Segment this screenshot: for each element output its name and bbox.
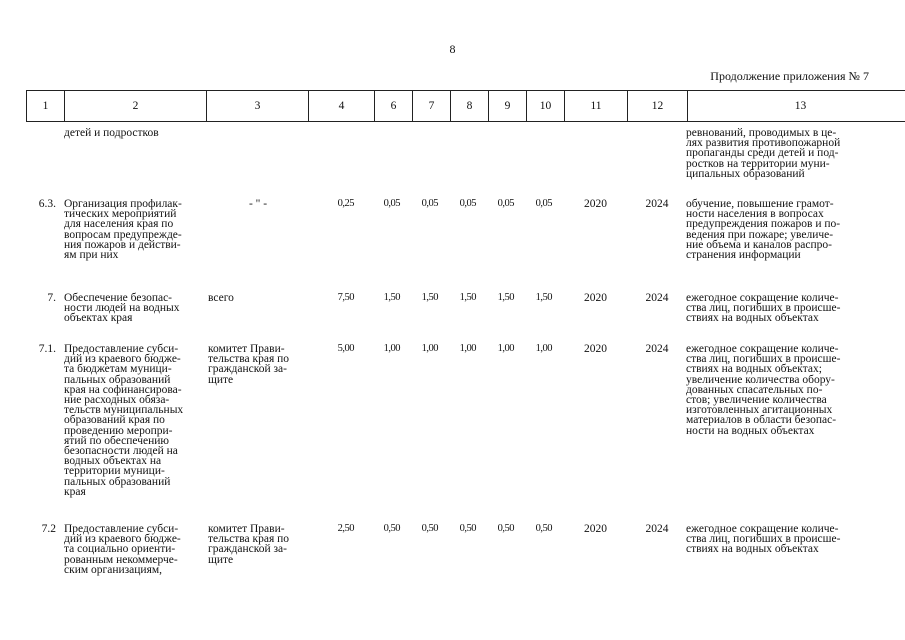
- row-result: обучение, повышение грамот- ности населения в вопросах предупреждения пожаров и по- ведения при пожаре; увеличе- ние объема и каналов распро- странения информации: [686, 198, 841, 262]
- header-col-6: 6: [375, 91, 413, 122]
- row-year-1: 0,05: [383, 198, 400, 209]
- row-total: 5,00: [337, 343, 354, 354]
- row-end-year: 2024: [645, 343, 669, 355]
- row-year-5: 1,50: [535, 292, 552, 303]
- row-year-5: 0,50: [535, 523, 552, 534]
- row-result: ревнований, проводимых в це- лях развития противопожарной пропаганды среди детей и под- ростков на территории муни- ципальных образований: [686, 127, 841, 180]
- row-result: ежегодное сокращение количе- ства лиц, погибших в происше- ствиях на водных объектах; увеличение количества обору- дованных спасательных по- стов; увеличение количества изготовленных агитационных материалов в области безопас- ности на водных объектах: [686, 343, 841, 437]
- header-col-8: 8: [451, 91, 489, 122]
- header-col-3: 3: [207, 91, 309, 122]
- table-header: [26, 90, 905, 122]
- row-start-year: 2020: [584, 523, 607, 535]
- page-number: 8: [449, 42, 456, 56]
- row-executor: комитет Прави- тельства края по гражданской за- щите: [208, 343, 290, 386]
- row-result: ежегодное сокращение количе- ства лиц, погибших в происше- ствиях на водных объектах: [686, 523, 841, 556]
- row-name: детей и подростков: [64, 127, 159, 139]
- row-end-year: 2024: [645, 198, 669, 210]
- row-number: 7.2: [41, 523, 56, 535]
- header-col-11: 11: [565, 91, 628, 122]
- row-year-2: 1,00: [421, 343, 438, 354]
- row-total: 0,25: [337, 198, 354, 209]
- row-executor: всего: [208, 292, 234, 304]
- row-end-year: 2024: [645, 523, 669, 535]
- row-year-5: 1,00: [535, 343, 552, 354]
- row-year-3: 1,50: [459, 292, 476, 303]
- row-year-2: 1,50: [421, 292, 438, 303]
- header-col-7: 7: [413, 91, 451, 122]
- row-year-5: 0,05: [535, 198, 552, 209]
- row-name: Обеспечение безопас- ности людей на водных объектах края: [64, 292, 180, 325]
- row-year-2: 0,05: [421, 198, 438, 209]
- header-col-12: 12: [628, 91, 688, 122]
- row-year-2: 0,50: [421, 523, 438, 534]
- row-start-year: 2020: [584, 343, 607, 355]
- row-name: Организация профилак- тических мероприятий для населения края по вопросам предупрежде- ния пожаров и действи- ям при них: [64, 198, 182, 262]
- row-executor: - " -: [248, 198, 268, 210]
- row-number: 7.1.: [38, 343, 56, 355]
- row-year-4: 0,50: [497, 523, 514, 534]
- row-end-year: 2024: [645, 292, 669, 304]
- header-col-13: 13: [688, 91, 905, 122]
- row-year-3: 0,50: [459, 523, 476, 534]
- row-year-1: 1,50: [383, 292, 400, 303]
- row-year-4: 0,05: [497, 198, 514, 209]
- header-col-1: 1: [27, 91, 65, 122]
- row-start-year: 2020: [584, 292, 607, 304]
- row-year-4: 1,00: [497, 343, 514, 354]
- row-year-3: 1,00: [459, 343, 476, 354]
- row-executor: комитет Прави- тельства края по гражданской за- щите: [208, 523, 290, 566]
- row-number: 6.3.: [38, 198, 56, 210]
- header-col-9: 9: [489, 91, 527, 122]
- row-total: 2,50: [337, 523, 354, 534]
- row-start-year: 2020: [584, 198, 607, 210]
- continuation-label: Продолжение приложения № 7: [710, 69, 869, 83]
- header-col-2: 2: [65, 91, 207, 122]
- row-result: ежегодное сокращение количе- ства лиц, погибших в происше- ствиях на водных объектах: [686, 292, 841, 325]
- row-name: Предоставление субси- дий из краевого бюдже- та бюджетам муници- пальных образований края на софинансирова- ние расходных обяза- тельств муниципальных образований края по проведению меропри- ятий по обеспечению безопасности людей на водных объектах на территории муници- пальных образований края: [64, 343, 184, 498]
- header-col-10: 10: [527, 91, 565, 122]
- row-total: 7,50: [337, 292, 354, 303]
- row-year-3: 0,05: [459, 198, 476, 209]
- row-year-1: 1,00: [383, 343, 400, 354]
- header-col-4: 4: [309, 91, 375, 122]
- row-year-1: 0,50: [383, 523, 400, 534]
- row-name: Предоставление субси- дий из краевого бюдже- та социально ориенти- рованным некоммерче- ским организациям,: [64, 523, 181, 576]
- row-number: 7.: [47, 292, 56, 304]
- row-year-4: 1,50: [497, 292, 514, 303]
